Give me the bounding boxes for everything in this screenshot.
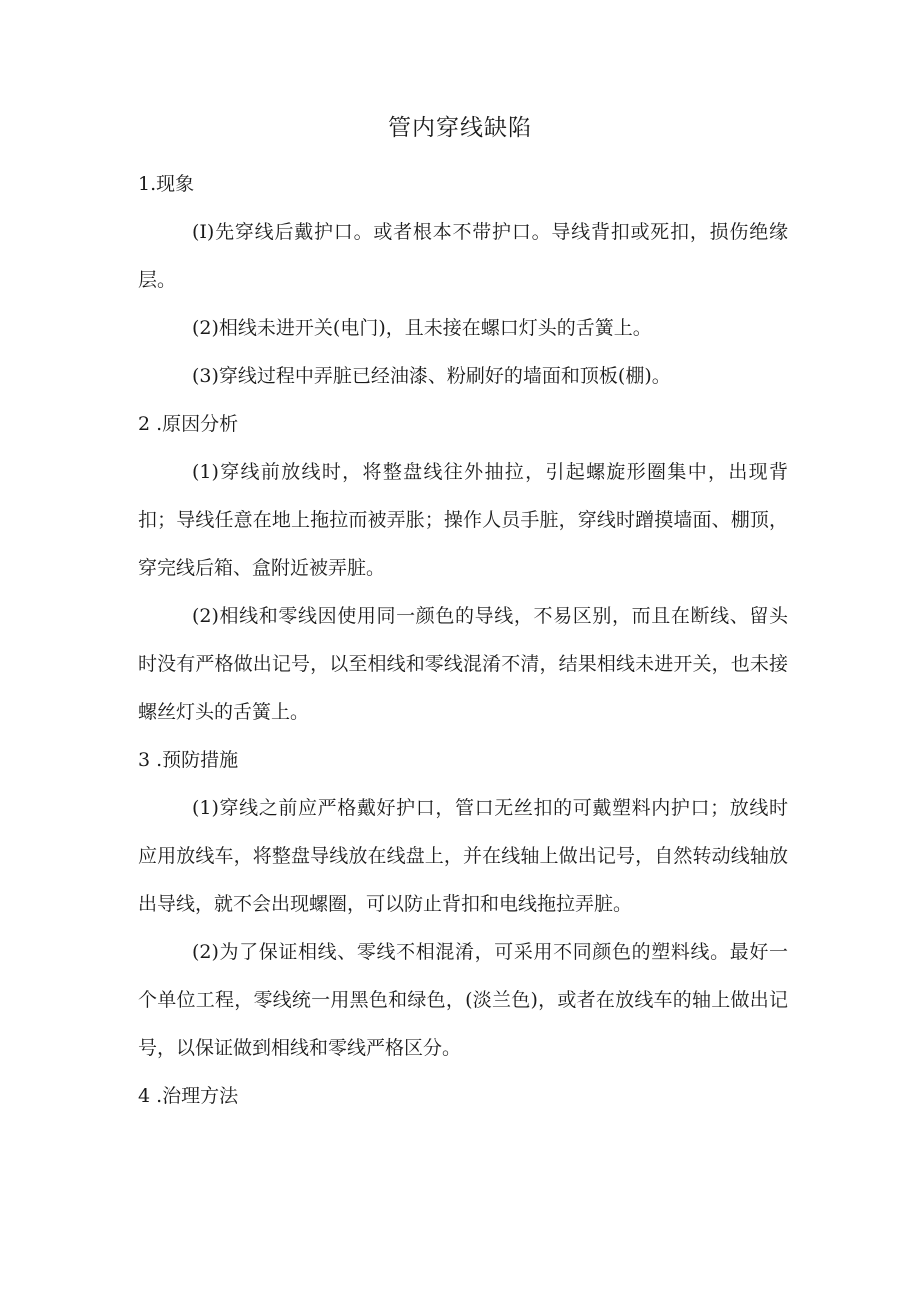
paragraph: (I)先穿线后戴护口。或者根本不带护口。导线背扣或死扣，损伤绝缘层。	[138, 221, 788, 291]
section-treatment	[138, 1072, 788, 1120]
paragraph: (1)穿线之前应严格戴好护口，管口无丝扣的可戴塑料内护口；放线时应用放线车，将整盘导线放在线盘上，并在线轴上做出记号，自然转动线轴放出导线，就不会出现螺圈，可以防止背扣和电线拖拉弄脏。	[138, 797, 788, 915]
section-phenomenon	[138, 160, 788, 400]
section-heading: 1.现象	[138, 173, 195, 195]
section-prevention	[138, 736, 788, 1072]
section-cause-analysis	[138, 400, 788, 736]
paragraph: (2)为了保证相线、零线不相混淆，可采用不同颜色的塑料线。最好一个单位工程，零线统一用黑色和绿色，(淡兰色)，或者在放线车的轴上做出记号，以保证做到相线和零线严格区分。	[138, 941, 788, 1059]
document-body	[138, 160, 788, 1120]
paragraph: (3)穿线过程中弄脏已经油漆、粉刷好的墙面和顶板(棚)。	[192, 365, 671, 387]
section-heading: 3 .预防措施	[138, 749, 239, 771]
section-heading: 4 .治理方法	[138, 1085, 239, 1107]
section-heading: 2 .原因分析	[138, 413, 239, 435]
document-title: 管内穿线缺陷	[388, 115, 532, 141]
paragraph: (2)相线和零线因使用同一颜色的导线，不易区别，而且在断线、留头时没有严格做出记号，以至相线和零线混淆不清，结果相线未进开关，也未接螺丝灯头的舌簧上。	[138, 605, 788, 723]
paragraph: (2)相线未进开关(电门)，且未接在螺口灯头的舌簧上。	[192, 317, 652, 339]
paragraph: (1)穿线前放线时，将整盘线往外抽拉，引起螺旋形圈集中，出现背扣；导线任意在地上拖拉而被弄胀；操作人员手脏，穿线时蹭摸墙面、棚顶，穿完线后箱、盒附近被弄脏。	[138, 461, 788, 579]
